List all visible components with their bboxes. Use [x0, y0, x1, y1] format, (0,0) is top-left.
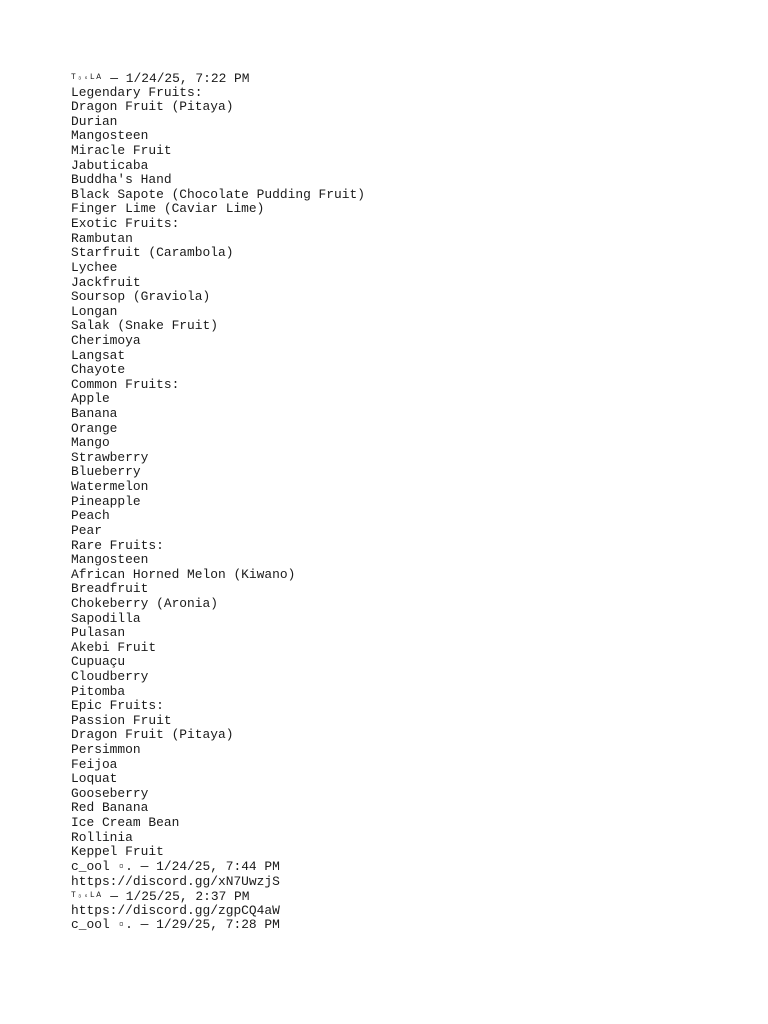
message-header	[71, 860, 751, 875]
fruit-list-item: Cupuaçu	[71, 654, 126, 670]
fruit-list-item: Salak (Snake Fruit)	[71, 318, 218, 334]
fruit-list-item: Pitomba	[71, 683, 126, 699]
fruit-list-item: Keppel Fruit	[71, 844, 164, 860]
fruit-list-item: Rambutan	[71, 230, 133, 246]
fruit-list-item: Gooseberry	[71, 785, 149, 801]
fruit-list-item: Pineapple	[71, 493, 141, 509]
message-author[interactable]: T₃ₛLA	[71, 73, 103, 82]
fruit-list-item: Buddha's Hand	[71, 172, 172, 188]
fruit-list-item: Pulasan	[71, 625, 126, 641]
fruit-list-item: Mangosteen	[71, 552, 149, 568]
author-separator: —	[102, 889, 126, 905]
fruit-list-item: Finger Lime (Caviar Lime)	[71, 201, 265, 217]
author-separator: —	[132, 858, 157, 874]
fruit-list-item: Cherimoya	[71, 332, 141, 348]
fruit-list-item: Pear	[71, 522, 102, 538]
category-heading: Rare Fruits:	[71, 537, 164, 553]
fruit-list-item: Langsat	[71, 347, 126, 363]
fruit-list-item: Blueberry	[71, 464, 141, 480]
fruit-list-item: Red Banana	[71, 800, 149, 816]
fruit-list-item: African Horned Melon (Kiwano)	[71, 566, 296, 582]
message-timestamp: 1/29/25, 7:28 PM	[156, 917, 280, 933]
fruit-list-item: Strawberry	[71, 449, 149, 465]
fruit-list-item: Mango	[71, 435, 110, 451]
message-author[interactable]: T₃ₛLA	[71, 891, 103, 901]
author-separator: —	[132, 917, 157, 933]
category-heading: Common Fruits:	[71, 376, 180, 392]
fruit-list-item: Peach	[71, 508, 110, 524]
fruit-list-item: Soursop (Graviola)	[71, 289, 211, 305]
category-heading: Legendary Fruits:	[71, 84, 203, 100]
fruit-list-item: Lychee	[71, 259, 118, 275]
category-heading: Epic Fruits:	[71, 698, 164, 714]
message-header	[71, 918, 751, 933]
fruit-list-item: Sapodilla	[71, 610, 141, 626]
message-author[interactable]: c_ool ▫.	[71, 917, 133, 933]
fruit-list-item: Jackfruit	[71, 274, 141, 290]
invite-link[interactable]: https://discord.gg/zgpCQ4aW	[71, 902, 280, 918]
fruit-list-item: Banana	[71, 406, 118, 422]
message-timestamp: 1/24/25, 7:22 PM	[125, 71, 250, 86]
chat-transcript	[71, 71, 751, 933]
fruit-list-item: Durian	[71, 113, 118, 129]
message-header	[71, 71, 751, 86]
fruit-list-item: Black Sapote (Chocolate Pudding Fruit)	[71, 186, 365, 202]
author-separator: —	[102, 71, 126, 86]
message-timestamp: 1/25/25, 2:37 PM	[125, 889, 250, 905]
fruit-list-item: Rollinia	[71, 829, 133, 845]
fruit-list-item: Akebi Fruit	[71, 639, 157, 655]
fruit-list-item: Orange	[71, 420, 118, 436]
fruit-list-item: Persimmon	[71, 742, 141, 758]
category-heading: Exotic Fruits:	[71, 216, 180, 232]
fruit-list-item: Dragon Fruit (Pitaya)	[71, 99, 234, 115]
fruit-list-item: Jabuticaba	[71, 157, 149, 173]
invite-link[interactable]: https://discord.gg/xN7UwzjS	[71, 873, 280, 889]
message-timestamp: 1/24/25, 7:44 PM	[156, 858, 280, 874]
fruit-list-item: Longan	[71, 303, 118, 319]
fruit-list-item: Apple	[71, 391, 110, 407]
fruit-list-item: Mangosteen	[71, 128, 149, 144]
fruit-list-item: Ice Cream Bean	[71, 815, 180, 831]
fruit-list-item: Loquat	[71, 771, 118, 787]
fruit-list-item: Chokeberry (Aronia)	[71, 595, 218, 611]
fruit-list-item: Miracle Fruit	[71, 143, 172, 159]
fruit-list-item: Passion Fruit	[71, 712, 172, 728]
fruit-list-item: Starfruit (Carambola)	[71, 245, 234, 261]
fruit-list-item: Cloudberry	[71, 668, 149, 684]
fruit-list-item: Chayote	[71, 362, 126, 378]
fruit-list-item: Watermelon	[71, 479, 149, 495]
message-header	[71, 889, 751, 904]
fruit-list-item: Feijoa	[71, 756, 118, 772]
fruit-list-item: Breadfruit	[71, 581, 149, 597]
message-author[interactable]: c_ool ▫.	[71, 858, 133, 874]
fruit-list-item: Dragon Fruit (Pitaya)	[71, 727, 234, 743]
